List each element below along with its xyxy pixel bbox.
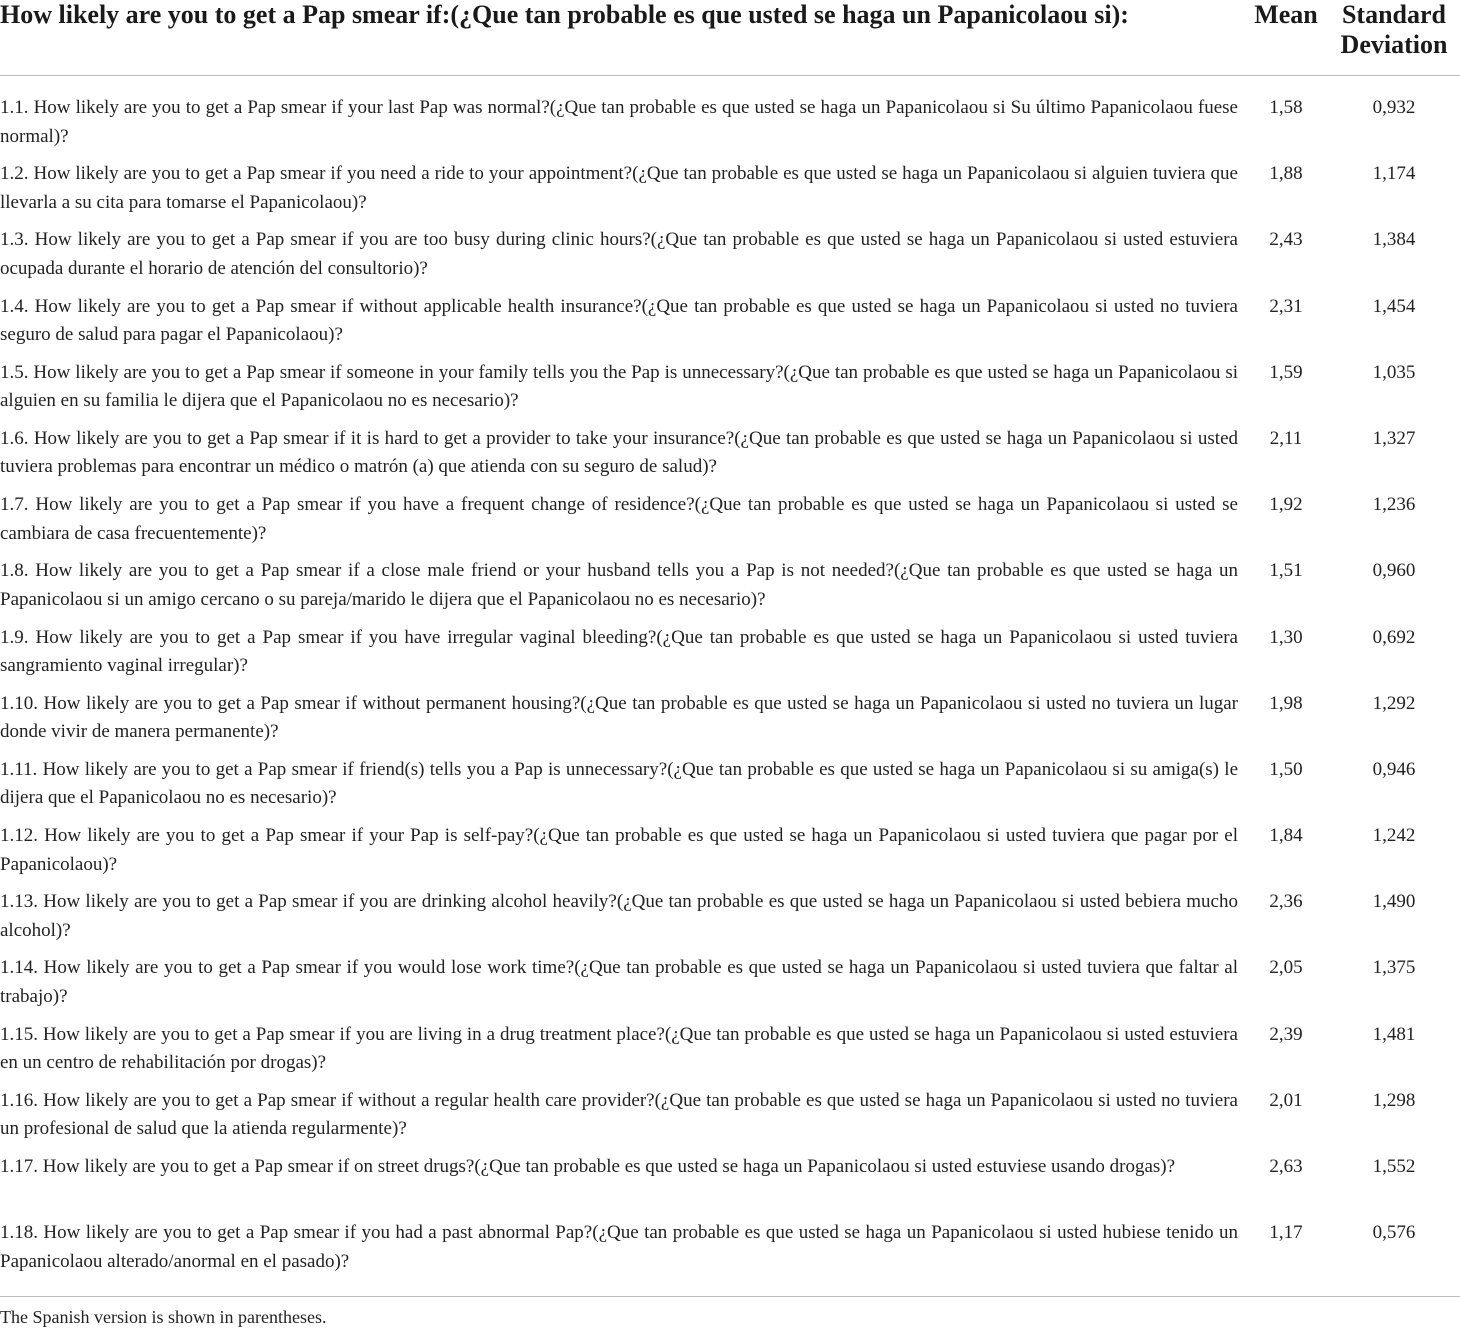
row-question: 1.12. How likely are you to get a Pap smear if your Pap is self-pay?(¿Que tan probable es que usted se haga un Papanicolaou si usted tuviera que pagar por el Papanicolaou)? bbox=[0, 825, 1238, 875]
row-question: 1.3. How likely are you to get a Pap smear if you are too busy during clinic hours?(¿Que tan probable es que usted se haga un Papanicolaou si usted estuviera ocupada durante el horario de atención del consultorio)? bbox=[0, 229, 1238, 279]
row-question: 1.17. How likely are you to get a Pap smear if on street drugs?(¿Que tan probable es que usted se haga un Papanicolaou si usted estuviese usando drogas)? bbox=[0, 1156, 1176, 1177]
row-standard-deviation: 1,384 bbox=[1372, 229, 1416, 251]
row-question: 1.2. How likely are you to get a Pap smear if you need a ride to your appointment?(¿Que tan probable es que usted se haga un Papanicolaou si alguien tuviera que llevarla a su cita para tomarse el Papanicolaou)? bbox=[0, 163, 1238, 213]
row-mean: 2,36 bbox=[1269, 891, 1303, 913]
row-standard-deviation: 0,960 bbox=[1372, 560, 1416, 582]
row-standard-deviation: 1,490 bbox=[1372, 891, 1416, 913]
table-row bbox=[0, 690, 1460, 756]
row-standard-deviation: 0,946 bbox=[1372, 758, 1416, 780]
table-row bbox=[0, 557, 1460, 623]
table-row bbox=[0, 1087, 1460, 1153]
header-sd-line1: Standard bbox=[1341, 0, 1447, 29]
row-mean: 2,05 bbox=[1269, 957, 1303, 979]
row-standard-deviation: 1,174 bbox=[1372, 163, 1416, 185]
row-standard-deviation: 1,236 bbox=[1372, 494, 1416, 516]
table-footnote: The Spanish version is shown in parentheses. bbox=[0, 1307, 327, 1327]
row-mean: 2,63 bbox=[1269, 1156, 1303, 1177]
row-standard-deviation: 0,932 bbox=[1372, 97, 1416, 118]
row-question: 1.4. How likely are you to get a Pap smear if without applicable health insurance?(¿Que tan probable es que usted se haga un Papanicolaou si usted no tuviera seguro de salud para pagar el Papanicolaou)? bbox=[0, 295, 1238, 346]
table-row bbox=[0, 94, 1460, 160]
table-row bbox=[0, 293, 1460, 359]
row-standard-deviation: 0,692 bbox=[1372, 626, 1416, 648]
row-question: 1.15. How likely are you to get a Pap smear if you are living in a drug treatment place?(¿Que tan probable es que usted se haga un Papanicolaou si usted estuviera en un centro de rehabilitación por drogas)? bbox=[0, 1023, 1238, 1074]
row-question: 1.6. How likely are you to get a Pap smear if it is hard to get a provider to take your insurance?(¿Que tan probable es que usted se haga un Papanicolaou si usted tuviera problemas para encontrar un médico o matrón (a) que atienda con su seguro de salud)? bbox=[0, 427, 1238, 478]
row-question: 1.14. How likely are you to get a Pap smear if you would lose work time?(¿Que tan probable es que usted se haga un Papanicolaou si usted tuviera que faltar al trabajo)? bbox=[0, 957, 1238, 1007]
table-row bbox=[0, 1153, 1460, 1219]
table-row bbox=[0, 425, 1460, 491]
header-standard-deviation bbox=[1328, 0, 1460, 60]
table-body bbox=[0, 76, 1460, 1285]
row-mean: 1,92 bbox=[1269, 494, 1303, 516]
table-row bbox=[0, 1021, 1460, 1087]
table-row bbox=[0, 226, 1460, 292]
table-row bbox=[0, 624, 1460, 690]
row-question: 1.18. How likely are you to get a Pap smear if you had a past abnormal Pap?(¿Que tan probable es que usted se haga un Papanicolaou si usted hubiese tenido un Papanicolaou alterado/anormal en el pasado)? bbox=[0, 1222, 1238, 1272]
row-question: 1.10. How likely are you to get a Pap smear if without permanent housing?(¿Que tan probable es que usted se haga un Papanicolaou si usted no tuviera un lugar donde vivir de manera permanente)? bbox=[0, 692, 1238, 743]
row-standard-deviation: 1,035 bbox=[1372, 361, 1416, 383]
header-mean: Mean bbox=[1254, 0, 1318, 29]
row-question: 1.13. How likely are you to get a Pap smear if you are drinking alcohol heavily?(¿Que tan probable es que usted se haga un Papanicolaou si usted bebiera mucho alcohol)? bbox=[0, 891, 1238, 941]
row-standard-deviation: 1,242 bbox=[1372, 825, 1416, 847]
row-mean: 1,17 bbox=[1269, 1222, 1303, 1244]
row-question: 1.5. How likely are you to get a Pap smear if someone in your family tells you the Pap is unnecessary?(¿Que tan probable es que usted se haga un Papanicolaou si alguien en su familia le dijera que el Papanicolaou no es necesario)? bbox=[0, 361, 1238, 412]
row-question: 1.9. How likely are you to get a Pap smear if you have irregular vaginal bleeding?(¿Que tan probable es que usted se haga un Papanicolaou si usted tuviera sangramiento vaginal irregular)? bbox=[0, 626, 1238, 676]
row-mean: 1,58 bbox=[1269, 97, 1303, 118]
row-mean: 2,39 bbox=[1269, 1023, 1303, 1045]
row-mean: 1,84 bbox=[1269, 825, 1303, 847]
row-mean: 2,43 bbox=[1269, 229, 1303, 251]
row-standard-deviation: 1,375 bbox=[1372, 957, 1416, 979]
row-mean: 1,88 bbox=[1269, 163, 1303, 185]
row-standard-deviation: 0,576 bbox=[1372, 1222, 1416, 1244]
row-standard-deviation: 1,552 bbox=[1372, 1156, 1416, 1177]
row-mean: 2,01 bbox=[1269, 1089, 1303, 1111]
row-mean: 2,11 bbox=[1269, 427, 1303, 449]
row-standard-deviation: 1,481 bbox=[1372, 1023, 1416, 1045]
table-row bbox=[0, 491, 1460, 557]
row-question: 1.11. How likely are you to get a Pap smear if friend(s) tells you a Pap is unnecessary?(¿Que tan probable es que usted se haga un Papanicolaou si su amiga(s) le dijera que el Papanicolaou no es necesario)? bbox=[0, 758, 1238, 809]
row-standard-deviation: 1,454 bbox=[1372, 295, 1416, 317]
table-row bbox=[0, 359, 1460, 425]
header-sd-line2: Deviation bbox=[1340, 30, 1448, 59]
row-mean: 2,31 bbox=[1269, 295, 1303, 317]
table-row bbox=[0, 954, 1460, 1020]
row-question: 1.7. How likely are you to get a Pap smear if you have a frequent change of residence?(¿Que tan probable es que usted se haga un Papanicolaou si usted se cambiara de casa frecuentemente)? bbox=[0, 494, 1238, 544]
table-row bbox=[0, 888, 1460, 954]
row-question: 1.1. How likely are you to get a Pap smear if your last Pap was normal?(¿Que tan probable es que usted se haga un Papanicolaou si Su último Papanicolaou fuese normal)? bbox=[0, 97, 1238, 147]
row-standard-deviation: 1,298 bbox=[1372, 1089, 1416, 1111]
row-mean: 1,98 bbox=[1269, 692, 1303, 714]
row-standard-deviation: 1,327 bbox=[1372, 427, 1416, 449]
header-question: How likely are you to get a Pap smear if:(¿Que tan probable es que usted se haga un Papanicolaou si): bbox=[0, 0, 1129, 29]
row-question: 1.8. How likely are you to get a Pap smear if a close male friend or your husband tells you a Pap is not needed?(¿Que tan probable es que usted se haga un Papanicolaou si un amigo cercano o su pareja/marido le dijera que el Papanicolaou no es necesario)? bbox=[0, 560, 1238, 610]
row-mean: 1,50 bbox=[1269, 758, 1303, 780]
row-mean: 1,59 bbox=[1269, 361, 1303, 383]
row-standard-deviation: 1,292 bbox=[1372, 692, 1416, 714]
footer-divider bbox=[0, 1296, 1460, 1297]
row-mean: 1,51 bbox=[1269, 560, 1303, 582]
row-question: 1.16. How likely are you to get a Pap smear if without a regular health care provider?(¿Que tan probable es que usted se haga un Papanicolaou si usted no tuviera un profesional de salud que la atienda regularmente)? bbox=[0, 1089, 1238, 1140]
table-row bbox=[0, 822, 1460, 888]
table-row bbox=[0, 756, 1460, 822]
table-row bbox=[0, 160, 1460, 226]
table-row bbox=[0, 1219, 1460, 1285]
table-header bbox=[0, 0, 1460, 76]
row-mean: 1,30 bbox=[1269, 626, 1303, 648]
